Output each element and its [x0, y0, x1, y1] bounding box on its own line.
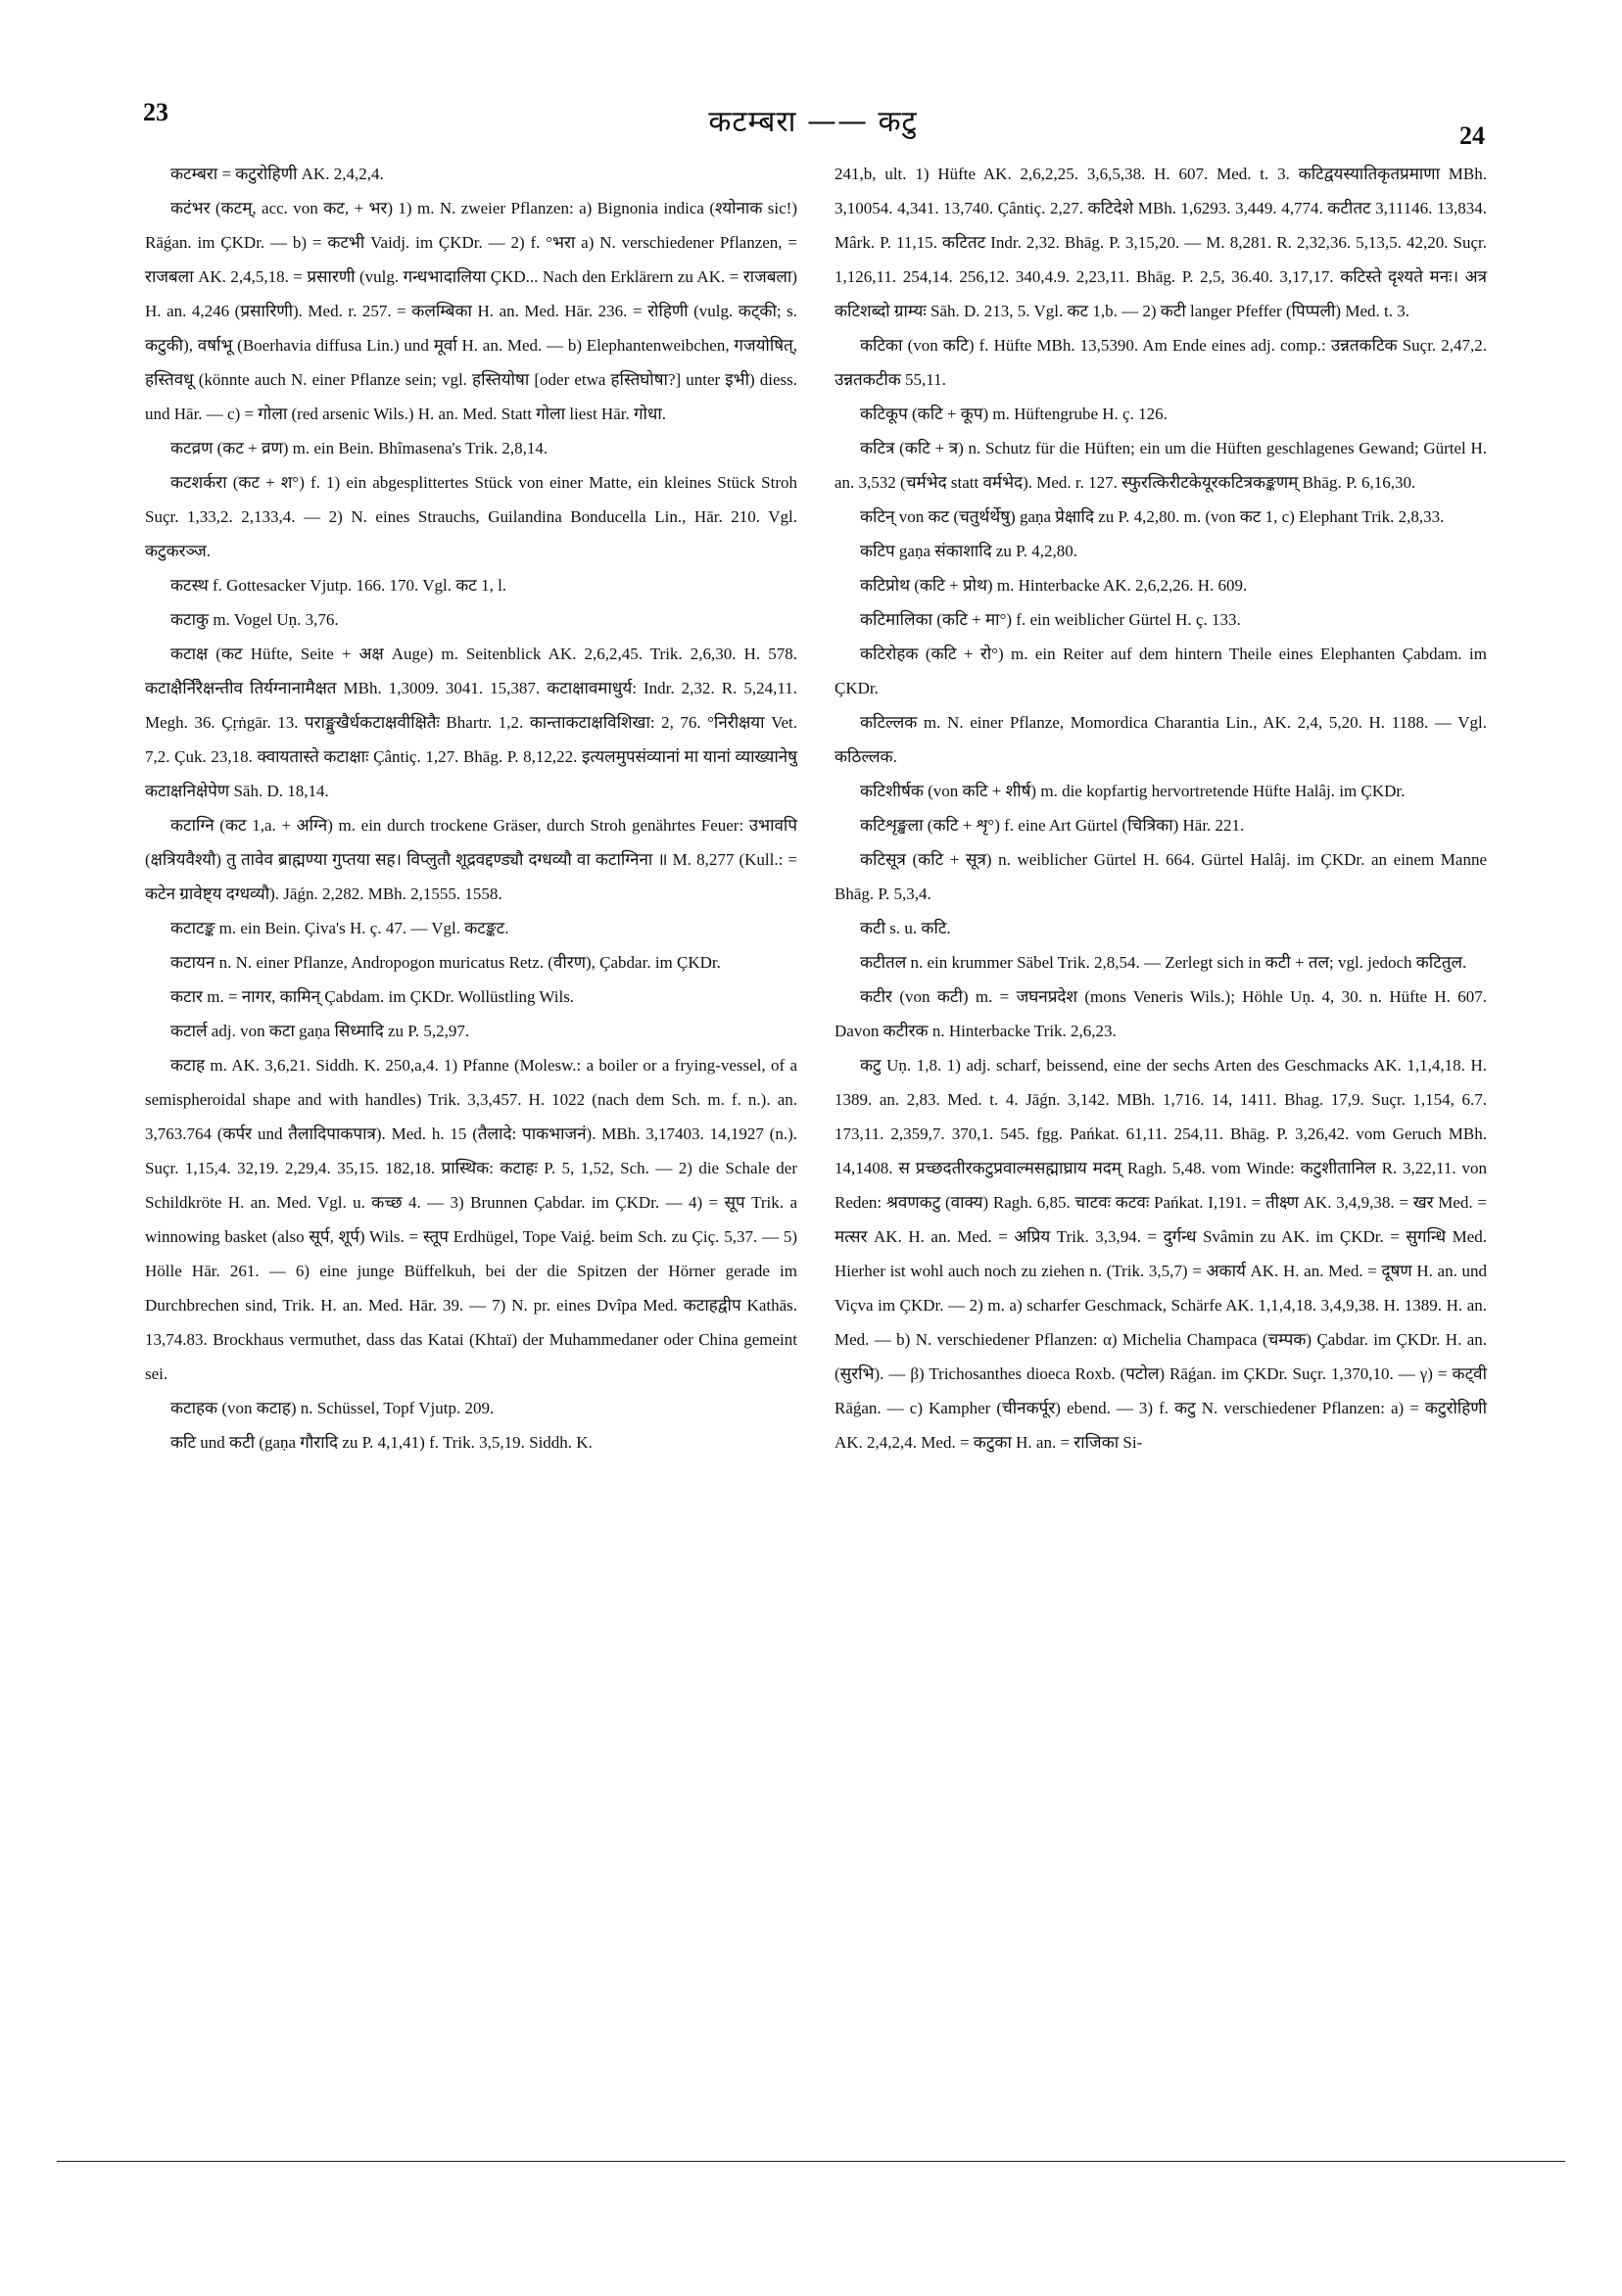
dictionary-entry: कटीतल n. ein krummer Säbel Trik. 2,8,54. — Zerlegt sich in कटी + तल; vgl. jedoch कटितुल. — [860, 953, 1467, 972]
dictionary-entry: कटव्रण (कट + व्रण) m. ein Bein. Bhîmasena's Trik. 2,8,14. — [170, 439, 549, 457]
dictionary-entry: कटाटङ्क m. ein Bein. Çiva's H. ç. 47. — Vgl. कटङ्कट. — [170, 919, 509, 937]
dictionary-entry: कटशर्करा (कट + श°) f. 1) ein abgesplittertes Stück von einer Matte, ein kleines Stück Stroh Suçr. 1,33,2. 2,133,4. — 2) N. eines Strauchs, Guilandina Bonducella Lin., Hār. 210. Vgl. कटुकरञ्ज. — [145, 473, 797, 560]
dictionary-entry: कटि und कटी (gaṇa गौरादि zu P. 4,1,41) f. Trik. 3,5,19. Siddh. K. — [170, 1433, 593, 1452]
left-column — [145, 157, 797, 1459]
page-number-right: 24 — [1459, 121, 1485, 150]
dictionary-entry: कटिका (von कटि) f. Hüfte MBh. 13,5390. Am Ende eines adj. comp.: उन्नतकटिक Suçr. 2,47,2. उन्नतकटीक 55,11. — [835, 336, 1487, 389]
running-head: कटम्बरा —— कटु — [708, 105, 918, 139]
dictionary-entry: कटस्थ f. Gottesacker Vjutp. 166. 170. Vgl. कट 1, l. — [170, 576, 507, 595]
dictionary-entry: कटीर (von कटी) m. = जघनप्रदेश (mons Veneris Wils.); Höhle Uṇ. 4, 30. n. Hüfte H. 607. Davon कटीरक n. Hinterbacke Trik. 2,6,23. — [835, 987, 1487, 1040]
page-number-left: 23 — [143, 98, 168, 126]
dictionary-entry: कटित्र (कटि + त्र) n. Schutz für die Hüften; ein um die Hüften geschlagenes Gewand; Gürtel H. an. 3,532 (चर्मभेद statt वर्मभेद). Med. r. 127. स्फुरत्किरीटकेयूरकटित्रकङ्कणम् Bhāg. P. 6,16,30. — [835, 439, 1487, 492]
dictionary-entry: कटिल्लक m. N. einer Pflanze, Momordica Charantia Lin., AK. 2,4, 5,20. H. 1188. — Vgl. कठिल्लक. — [835, 713, 1487, 766]
dictionary-entry: कटाह m. AK. 3,6,21. Siddh. K. 250,a,4. 1) Pfanne (Molesw.: a boiler or a frying-vessel, of a semispheroidal shape and with handles) Trik. 3,3,457. H. 1022 (nach dem Sch. m. f. n.). an. 3,763.764 (कर्पर und तैलादिपाकपात्र). Med. h. 15 (तैलादे: पाकभाजनं). MBh. 3,17403. 14,1927 (n.). Suçr. 1,15,4. 32,19. 2,29,4. 35,15. 182,18. प्रास्थिक: कटाहः P. 5, 1,52, Sch. — 2) die Schale der Schildkröte H. an. Med. Vgl. u. कच्छ 4. — 3) Brunnen Çabdar. im ÇKDr. — 4) = सूप Trik. a winnowing basket (also सूर्प, शूर्प) Wils. = स्तूप Erdhügel, Tope Vaiǵ. beim Sch. zu Çiç. 5,37. — 5) Hölle Hār. 261. — 6) eine junge Büffelkuh, bei der die Spitzen der Hörner gerade im Durchbrechen sind, Trik. H. an. Med. Hār. 39. — 7) N. pr. eines Dvîpa Med. कटाहद्वीप Kathās. 13,74.83. Brockhaus vermuthet, dass das Katai (Khtaï) der Muhammedaner oder China gemeint sei. — [145, 1056, 797, 1383]
dictionary-entry: कटु Uṇ. 1,8. 1) adj. scharf, beissend, eine der sechs Arten des Geschmacks AK. 1,1,4,18. H. 1389. an. 2,83. Med. t. 4. Jāǵn. 3,142. MBh. 1,716. 14, 1411. Bhag. 17,9. Suçr. 1,154, 6.7. 173,11. 2,359,7. 370,1. 545. fgg. Pańkat. 61,11. 254,11. Bhāg. P. 3,26,42. vom Geruch MBh. 14,1408. स प्रच्छदतीरकटुप्रवाल्मसह्माघ्राय मदम् Ragh. 5,48. vom Winde: कटुशीतानिल R. 3,22,11. von Reden: श्रवणकटु (वाक्य) Ragh. 6,85. चाटवः कटवः Pańkat. I,191. = तीक्ष्ण AK. 3,4,9,38. = खर Med. = मत्सर AK. H. an. Med. = अप्रिय Trik. 3,3,94. = दुर्गन्ध Svâmin zu AK. im ÇKDr. = सुगन्धि Med. Hierher ist wohl auch noch zu ziehen n. (Trik. 3,5,7) = अकार्य AK. H. an. Med. = दूषण H. an. und Viçva im ÇKDr. — 2) m. a) scharfer Geschmack, Schärfe AK. 1,1,4,18. 3,4,9,38. H. 1389. H. an. Med. — b) N. verschiedener Pflanzen: α) Michelia Champaca (चम्पक) Çabdar. im ÇKDr. H. an. (सुरभि). — β) Trichosanthes dioeca Roxb. (पटोल) Rāǵan. im ÇKDr. Suçr. 1,370,10. — γ) = कट्वी Rāǵan. — c) Kampher (चीनकर्पूर) ebend. — 3) f. कटु N. verschiedener Pflanzen: a) = कटुरोहिणी AK. 2,4,2,4. Med. = कटुका H. an. = राजिका Si- — [835, 1056, 1487, 1452]
dictionary-entry: कटिरोहक (कटि + रो°) m. ein Reiter auf dem hintern Theile eines Elephanten Çabdam. im ÇKDr. — [835, 645, 1487, 697]
right-column — [835, 157, 1487, 1459]
dictionary-entry: कटिसूत्र (कटि + सूत्र) n. weiblicher Gürtel H. 664. Gürtel Halâj. im ÇKDr. an einem Manne Bhāg. P. 5,3,4. — [835, 850, 1487, 903]
dictionary-entry: कटिप्रोथ (कटि + प्रोथ) m. Hinterbacke AK. 2,6,2,26. H. 609. — [860, 576, 1248, 595]
dictionary-entry: कटिमालिका (कटि + मा°) f. ein weiblicher Gürtel H. ç. 133. — [860, 610, 1241, 629]
dictionary-entry: कटंभर (कटम्, acc. von कट, + भर) 1) m. N. zweier Pflanzen: a) Bignonia indica (श्योनाक sic!) Rāǵan. im ÇKDr. — b) = कटभी Vaidj. im ÇKDr. — 2) f. °भरा a) N. verschiedener Pflanzen, = राजबला AK. 2,4,5,18. = प्रसारणी (vulg. गन्धभादालिया ÇKD... Nach den Erklärern zu AK. = राजबला) H. an. 4,246 (प्रसारिणी). Med. r. 257. = कलम्बिका H. an. Med. Hār. 236. = रोहिणी (vulg. कट्की; s. कटुकी), वर्षाभू (Boerhavia diffusa Lin.) und मूर्वा H. an. Med. — b) Elephantenweibchen, गजयोषित्, हस्तिवधू (könnte auch N. einer Pflanze sein; vgl. हस्तियोषा [oder etwa हस्तिघोषा?] unter इभी) diess. und Hār. — c) = गोला (red arsenic Wils.) H. an. Med. Statt गोला liest Hār. गोधा. — [145, 199, 797, 423]
dictionary-entry: कटी s. u. कटि. — [860, 919, 951, 937]
dictionary-entry: 241,b, ult. 1) Hüfte AK. 2,6,2,25. 3,6,5,38. H. 607. Med. t. 3. कटिद्वयस्यातिकृतप्रमाणा MBh. 3,10054. 4,341. 13,740. Çântiç. 2,27. कटिदेशे MBh. 1,6293. 3,449. 4,774. कटीतट 3,11146. 13,834. Mârk. P. 11,15. कटितट Indr. 2,32. Bhāg. P. 3,15,20. — M. 8,281. R. 2,32,36. 5,13,5. 42,20. Suçr. 1,126,11. 254,14. 256,12. 340,4.9. 2,23,11. Bhāg. P. 2,5, 36.40. 3,17,17. कटिस्ते दृश्यते मनः। अत्र कटिशब्दो ग्राम्यः Sāh. D. 213, 5. Vgl. कट 1,b. — 2) कटी langer Pfeffer (पिप्पली) Med. t. 3. — [835, 165, 1487, 320]
dictionary-entry: कटाग्नि (कट 1,a. + अग्नि) m. ein durch trockene Gräser, durch Stroh genährtes Feuer: उभावपि (क्षत्रियवैश्यौ) तु तावेव ब्राह्मण्या गुप्तया सह। विप्लुतौ शूद्रवद्दण्ड्यौ दग्धव्यौ वा कटाग्निना ॥ M. 8,277 (Kull.: = कटेन ग्रावेष्ट्य दग्धव्यौ). Jāǵn. 2,282. MBh. 2,1555. 1558. — [145, 816, 797, 903]
dictionary-entry: कटार m. = नागर, कामिन् Çabdam. im ÇKDr. Wollüstling Wils. — [170, 987, 575, 1006]
dictionary-entry: कटिकूप (कटि + कूप) m. Hüftengrube H. ç. 126. — [860, 405, 1168, 423]
dictionary-entry: कटिन् von कट (चतुर्थर्थेषु) gaṇa प्रेक्षादि zu P. 4,2,80. m. (von कट 1, c) Elephant Trik. 2,8,33. — [860, 507, 1445, 526]
dictionary-entry: कटायन n. N. einer Pflanze, Andropogon muricatus Retz. (वीरण), Çabdar. im ÇKDr. — [170, 953, 721, 972]
dictionary-entry: कटाक्ष (कट Hüfte, Seite + अक्ष Auge) m. Seitenblick AK. 2,6,2,45. Trik. 2,6,30. H. 578. कटाक्षैर्निरैक्षन्तीव तिर्यग्नानामैक्षत MBh. 1,3009. 3041. 15,387. कटाक्षावमाधुर्य: Indr. 2,32. R. 5,24,11. Megh. 36. Çṛṅgār. 13. पराङ्मुखैर्धकटाक्षवीक्षितैः Bhartr. 1,2. कान्ताकटाक्षविशिखा: 2, 76. °निरीक्षया Vet. 7,2. Çuk. 23,18. क्वायतास्ते कटाक्षाः Çântiç. 1,27. Bhāg. P. 8,12,22. इत्यलमुपसंव्यानां मा यानां व्याख्यानेषु कटाक्षनिक्षेपेण Sāh. D. 18,14. — [145, 645, 797, 800]
dictionary-entry: कटाहक (von कटाह) n. Schüssel, Topf Vjutp. 209. — [170, 1399, 495, 1417]
footer-rule — [57, 2161, 1565, 2162]
dictionary-entry: कटाकु m. Vogel Uṇ. 3,76. — [170, 610, 339, 629]
dictionary-entry: कटिशृङ्खला (कटि + शृ°) f. eine Art Gürtel (चित्रिका) Hār. 221. — [860, 816, 1245, 835]
dictionary-entry: कटार्ल adj. von कटा gaṇa सिध्मादि zu P. 5,2,97. — [170, 1022, 470, 1040]
dictionary-entry: कटिशीर्षक (von कटि + शीर्ष) m. die kopfartig hervortretende Hüfte Halâj. im ÇKDr. — [860, 782, 1406, 800]
dictionary-entry: कटिप gaṇa संकाशादि zu P. 4,2,80. — [860, 542, 1077, 560]
dictionary-entry: कटम्बरा = कटुरोहिणी AK. 2,4,2,4. — [170, 165, 384, 183]
